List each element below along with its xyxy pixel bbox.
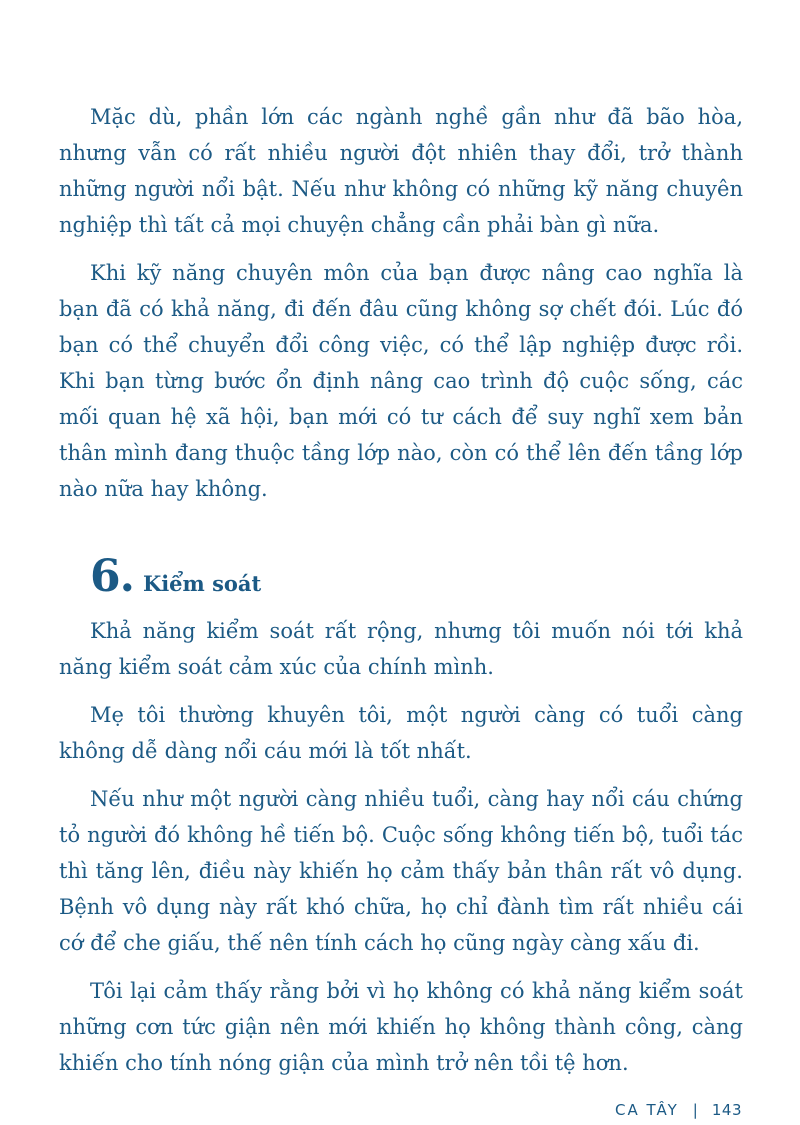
section-title: Kiểm soát — [142, 571, 262, 596]
page-footer — [615, 1101, 742, 1119]
paragraph: Tôi lại cảm thấy rằng bởi vì họ không có khả năng kiểm soát những cơn tức giận nên mới khiến họ không thành công, càng khiến cho tính nóng giận của mình trở nên tồi tệ hơn. — [59, 979, 743, 1075]
footer-book-title: CA TÂY — [615, 1101, 679, 1119]
section-number: 6 — [90, 551, 120, 602]
paragraph: Mặc dù, phần lớn các ngành nghề gần như đã bão hòa, nhưng vẫn có rất nhiều người đột nhiên thay đổi, trở thành những người nổi bật. Nếu như không có những kỹ năng chuyên nghiệp thì tất cả mọi chuyện chẳng cần phải bàn gì nữa. — [59, 105, 743, 237]
section-heading — [59, 551, 743, 611]
paragraph: Khi kỹ năng chuyên môn của bạn được nâng cao nghĩa là bạn đã có khả năng, đi đến đâu cũng không sợ chết đói. Lúc đó bạn có thể chuyển đổi công việc, có thể lập nghiệp được rồi. Khi bạn từng bước ổn định nâng cao trình độ cuộc sống, các mối quan hệ xã hội, bạn mới có tư cách để suy nghĩ xem bản thân mình đang thuộc tầng lớp nào, còn có thể lên đến tầng lớp nào nữa hay không. — [59, 261, 743, 501]
footer-separator: | — [692, 1101, 698, 1119]
section-number-dot: . — [119, 551, 135, 602]
paragraph: Khả năng kiểm soát rất rộng, nhưng tôi muốn nói tới khả năng kiểm soát cảm xúc của chính mình. — [59, 619, 743, 679]
footer-page-number: 143 — [711, 1101, 742, 1119]
page-content — [59, 99, 743, 1081]
paragraph: Mẹ tôi thường khuyên tôi, một người càng có tuổi càng không dễ dàng nổi cáu mới là tốt nhất. — [59, 703, 743, 763]
paragraph: Nếu như một người càng nhiều tuổi, càng hay nổi cáu chứng tỏ người đó không hề tiến bộ. Cuộc sống không tiến bộ, tuổi tác thì tăng lên, điều này khiến họ cảm thấy bản thân rất vô dụng. Bệnh vô dụng này rất khó chữa, họ chỉ đành tìm rất nhiều cái cớ để che giấu, thế nên tính cách họ cũng ngày càng xấu đi. — [59, 787, 743, 955]
